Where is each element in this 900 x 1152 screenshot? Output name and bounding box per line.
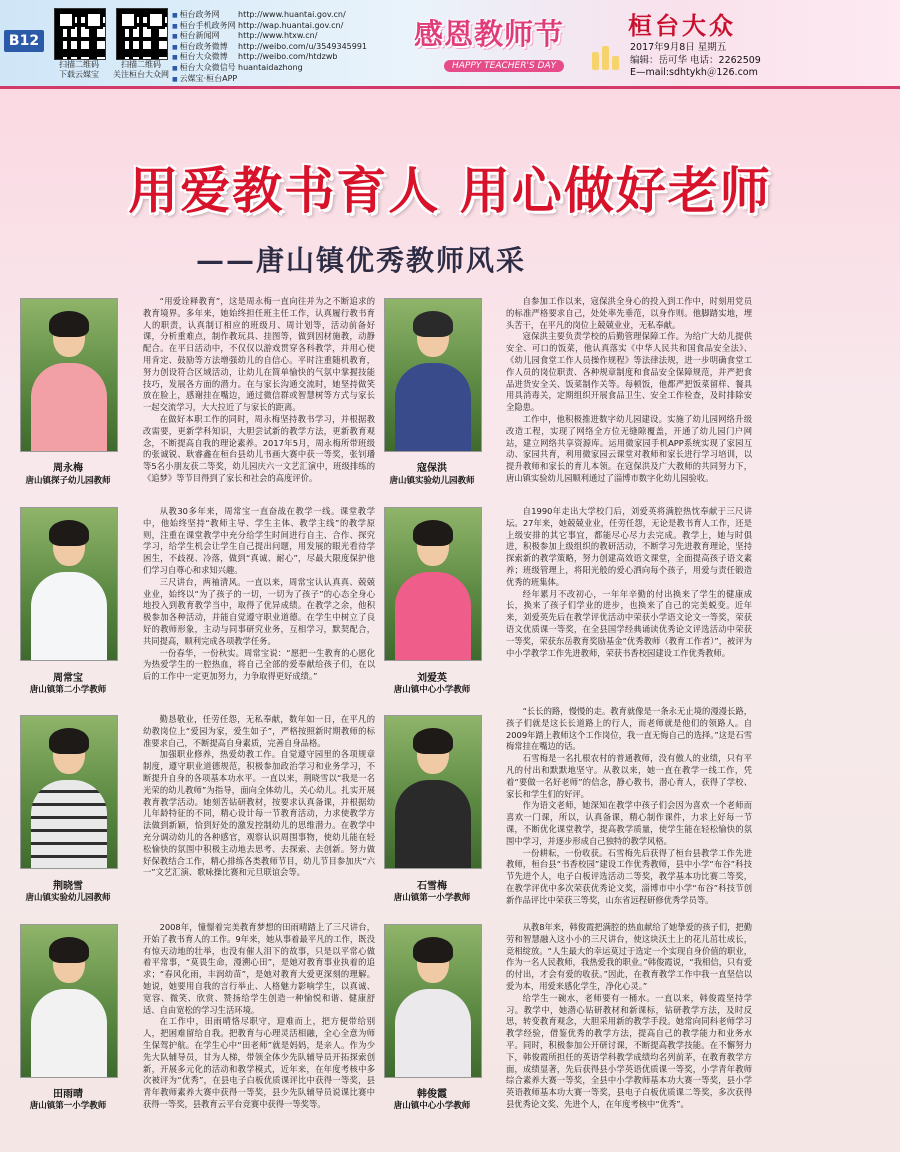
teacher-photo bbox=[20, 507, 118, 661]
link-row[interactable]: ■ 桓台手机政务网 http://wap.huantai.gov.cn/ bbox=[172, 21, 387, 32]
teacher-name: 荆晓雪 bbox=[53, 881, 83, 892]
issue-info bbox=[630, 42, 761, 80]
teacher-article: 自参加工作以来，寇保洪全身心的投入到工作中，时刻用党员的标准严格要求自己，处处率先垂范，以身作则。他脚踏实地，埋头苦干，在平凡的岗位上兢兢业业，无私奉献。 寇保洪主要负责学校的后勤管理保障工作。为给广大幼儿提供安全、可口的饭菜，他认真落实《中华人民共和国食品安全法》、《幼儿园食堂工作人员操作规程》等法律法规，进一步明确食堂工作人员的岗位职责、各种规章制度和食品安全保障规范，并严把食品进货安全关、饭菜制作关等。每顿饭，他都严把饭菜留样、餐具用具消毒关，定期组织开展食品卫生、安全工作检查，及时排除安全隐患。 工作中，他积极推进数字幼儿园建设。实施了幼儿园网络升级改造工程，实现了网络全方位无缝隙覆盖，开通了幼儿园门户网站，建立网络共享资源库。运用微家园手机APP系统实现了家园互动、家园共育，利用微家园云课堂对教师和家长进行学习培训，以提升教师和家长的育儿本领。在寇保洪及广大教师的共同努力下，唐山镇实验幼儿园顺利通过了淄博市数字化幼儿园验收。 bbox=[506, 296, 752, 483]
teacher-school: 唐山镇中心小学教师 bbox=[393, 685, 471, 695]
qr-code-follow[interactable] bbox=[116, 8, 168, 60]
teacher-school: 唐山镇实验幼儿园教师 bbox=[389, 476, 475, 486]
subheadline: ——唐山镇优秀教师风采 bbox=[196, 244, 527, 277]
teacher-photo bbox=[20, 298, 118, 452]
festival-title: 感恩教师节 bbox=[414, 17, 565, 51]
link-row[interactable]: ■ 桓台大众微信号 huantaidazhong bbox=[172, 63, 387, 74]
teacher-photo bbox=[384, 715, 482, 869]
teacher-article: 从教30多年来，周常宝一直奋战在教学一线。课堂教学中，他始终坚持“教师主导、学生主体、教学主线”的教学原则，注重在课堂教学中充分给学生时间进行自主、合作、探究学习，给学生机会让学生自己提出问题，用发展的眼光看待学困生，不歧视、冷落，做到“真诚、耐心”，尽最大限度保护他们学习自尊心和求知兴趣。 三尺讲台，两袖清风。一直以来，周常宝认认真真、兢兢业业，始终以“为了孩子的一切，一切为了孩子”的心态全身心地投入到教育教学当中，取得了优异成绩。在教学之余，他积极参加各种活动，并能自觉遵守职业道德。在学生中树立了良好的教师形象，主动与同事研究业务，互相学习，默契配合，共同提高，顺利完成各项教学任务。 一份春华，一份秋实。周常宝说：“愿把一生教育的心愿化为热爱学生的一腔热血，将自己全部的爱奉献给孩子们，在以后的工作中一定更加努力，力争取得更好成绩。” bbox=[143, 506, 375, 682]
qr1-caption: 扫描二维码 下载云媒宝 bbox=[59, 60, 99, 79]
teacher-article: 从教8年来，韩俊霞把满腔的热血献给了她挚爱的孩子们，把勤劳和智慧融入这小小的三尺讲台，使这块沃土上的花儿茁壮成长，竞相绽放。“人生最大的幸运莫过于选定一个实现自身价值的职业，作为一名人民教师，我热爱我的职业。”韩俊霞说，“我相信，只有爱的付出，才会有爱的收获。”因此，在教育教学工作中我一直坚信以爱为本，用爱来感化学生，净化心灵。” 给学生一碗水，老师要有一桶水。一直以来，韩俊霞坚持学习。教学中，她潜心钻研教材和新课标，钻研教学方法，及时反思，转变教育观念，大胆采用新的教学手段。她常向同科老师学习教学经验，借鉴优秀的教学方法，提高自己的教学能力和业务水平。同时，积极参加公开研讨课，不断提高教学技能。在不懈努力下，韩俊霞所担任的英语学科教学成绩均名列前茅，在教育教学方面，成绩显著，先后获得县小学英语优质课一等奖，小学青年教师综合素养大赛一等奖，全县中小学教师基本功大赛一等奖，县小学英语教师基本功大赛一等奖，县电子白板优质课二等奖，多次获得县优秀论文奖、先进个人，在年度考核中“优秀”。 bbox=[506, 922, 752, 1109]
teacher-article: 2008年，憧憬着完美教育梦想的田雨晴踏上了三尺讲台，开始了教书育人的工作。9年来，她从事着最平凡的工作，既没有惊天动地的壮举，也没有催人泪下的故事，只是以平常心做着平常事，“莫畏生命，漫溯心田”，是她对教育事业执着的追求；“春风化雨，丰润幼苗”，是她对教育大爱更深刻的理解。她说，她要用自我的言行举止、人格魅力影响学生，以真诚、宽容、微笑、欣赏、赞扬给学生创造一种愉悦和谐、健康舒适、自由宽松的学习生活环境。 在工作中，田雨晴恪尽职守，迎难而上，把方便带给别人，把困难留给自我。把教育与心理灵活相融，全心全意为师生保驾护航。在学生心中“田老师”就是妈妈，是亲人。作为少先大队辅导员，甘为人梯，带领全体少先队辅导员开拓探索创新，开展多元化的活动和教学模式，近年来，在年度考核中多次被评为“优秀”，在县电子白板优质课评比中获得一等奖，县青年教师素养大赛中获得一等奖，县少先队辅导员说课比赛中获得一等奖，县教育云平台竞赛中获得一等奖等。 bbox=[143, 922, 375, 1109]
teacher-name: 周常宝 bbox=[53, 673, 83, 684]
editor-line: 编辑：岳可华 电话：2262509 bbox=[630, 54, 761, 66]
teacher-name: 田雨晴 bbox=[53, 1089, 83, 1100]
teacher-name: 韩俊霞 bbox=[417, 1089, 447, 1100]
link-row[interactable]: ■ 桓台政务微博 http://weibo.com/u/3549345991 bbox=[172, 42, 387, 53]
teacher-school: 唐山镇探子幼儿园教师 bbox=[25, 476, 111, 486]
teacher-school: 唐山镇第一小学教师 bbox=[393, 893, 471, 903]
link-row[interactable]: ■ 桓台政务网 http://www.huantai.gov.cn/ bbox=[172, 10, 387, 21]
qr-code-download[interactable] bbox=[54, 8, 106, 60]
teacher-name: 刘爱英 bbox=[417, 673, 447, 684]
qr2-caption: 扫描二维码 关注桓台大众网 bbox=[113, 60, 169, 79]
issue-date: 2017年9月8日 星期五 bbox=[630, 42, 727, 53]
feature-area bbox=[0, 89, 900, 1152]
link-row[interactable]: ■ 桓台大众微博 http://weibo.com/htdzwb bbox=[172, 52, 387, 63]
teacher-photo bbox=[20, 924, 118, 1078]
email-line: E—mail:sdhtykh＠126.com bbox=[630, 67, 758, 78]
link-row[interactable]: ■ 桓台新闻网 http://www.htxw.cn/ bbox=[172, 31, 387, 42]
teacher-photo bbox=[384, 924, 482, 1078]
headline: 用爱教书育人 用心做好老师 bbox=[128, 162, 772, 220]
teacher-school: 唐山镇中心小学教师 bbox=[393, 1101, 471, 1111]
newspaper-brand: 桓台大众 bbox=[628, 11, 736, 40]
teacher-article: 勤恳敬业，任劳任怨，无私奉献，数年如一日，在平凡的幼教岗位上“爱园为家，爱生如子”，严格按照新时期教师的标准要求自己，不断提高自身素质，完善自身品格。 加强职业修养，热爱幼教工作。自觉遵守园里的各项规章制度，遵守职业道德规范，积极参加政治学习和业务学习，不断提升自身的各项基本功水平。一直以来，荆晓雪以“我是一名光荣的幼儿教师”为指导，面向全体幼儿，关心幼儿。扎实开展教育教学活动。她刻苦钻研教材，按要求认真备课，并根据幼儿年龄特征的不同，精心设计每一节教育活动，力求使教学方法做到新颖，恰到好处的激发控制幼儿的思维潜力。在教学中充分调动幼儿的各种感官，观察认识周围事物，使幼儿能在轻松愉快的氛围中积极主动地去思考、去探索、去创新。努力做好保教结合工作，精心排练各类教师节目，幼儿节目参加庆“六一”文艺汇演、歌咏操比赛和元旦联谊会等。 bbox=[143, 714, 375, 878]
teacher-school: 唐山镇实验幼儿园教师 bbox=[25, 893, 111, 903]
teacher-name: 寇保洪 bbox=[417, 463, 447, 474]
festival-subtitle: HAPPY TEACHER'S DAY bbox=[444, 60, 564, 72]
teacher-photo bbox=[20, 715, 118, 869]
teacher-article: “用爱诠释教育”，这是周永梅一直向往并为之不断追求的教育境界。多年来，她始终担任班主任工作，认真履行教书育人的职责，认真制订相应的班级月、周计划等，活动前备好课，分析重难点，制作教玩具、挂图等，做到因材施教，动静配合。在平日活动中，不仅仅以游戏贯穿各科教学，并用心使用肯定、鼓励等方法增强幼儿的自信心。平时注重随机教育，努力创设符合区域活动，让幼儿在简单愉快的气氛中掌握技能技巧，发展各方面的潜力。在与家长沟通交流时，她坚持做笑放在脸上，感谢挂在嘴边，通过微信群或智慧树等方式与家长一起交流学习，大大拉近了与家长的距离。 在做好本职工作的同时，周永梅坚持教书学习，并根据教改需要，更新学科知识，大胆尝试新的教学方法，更新教育观念，不断提高自我的理论素养。2017年5月，周永梅所带班级的张诚锐、耿睿鑫在桓台县幼儿书画大赛中获一等奖，张钊璠等5名小朋友获二等奖，幼儿园庆六一文艺汇演中，班级排练的《追梦》等节目得到了家长和社会的高度评价。 bbox=[143, 296, 375, 483]
link-row[interactable]: ■ 云媒宝·桓台APP bbox=[172, 74, 387, 85]
teacher-article: 自1990年走出大学校门后，刘爱英将满腔热忱奉献于三尺讲坛。27年来，她兢兢业业，任劳任怨，无论是教书育人工作，还是上级安排的其它事宜，都能尽心尽力去完成。教学上，她与时俱进，积极参加上级组织的教研活动，不断学习先进教育理论，坚持探索新的教学策略，努力创建高效语文课堂，全面提高孩子语文素养；班级管理上，将阳光般的爱心洒向每个孩子，用爱与责任锻造优秀的班集体。 经年累月不改初心，一年年辛勤的付出换来了学生的健康成长，换来了孩子们学业的进步，也换来了自己的完美蜕变。近年来，刘爱英先后在教学评优活动中荣获小学语文论文一等奖，荣获语文优质课一等奖，在全县国学经典诵读优秀论文评选活动中荣获一等奖，荣获东岳教育奖励基金“优秀教师（教育工作者）”，被评为中小学教学工作先进教师，荣获书香校园建设工作优秀教师。 bbox=[506, 506, 752, 658]
media-links bbox=[172, 10, 387, 84]
page-number: B12 bbox=[4, 30, 44, 52]
teacher-name: 周永梅 bbox=[53, 463, 83, 474]
teacher-name: 石雪梅 bbox=[417, 881, 447, 892]
masthead bbox=[0, 0, 900, 89]
teacher-school: 唐山镇第二小学教师 bbox=[29, 685, 107, 695]
teacher-photo bbox=[384, 298, 482, 452]
teacher-article: “长长的路，慢慢的走。教育就像是一条永无止境的漫漫长路，孩子们就是这长长道路上的行人，而老师就是他们的领路人。自2009年踏上教师这个工作岗位，我一直无悔自己的选择。”这是石雪梅常挂在嘴边的话。 石雪梅是一名扎根农村的普通教师，没有傲人的业绩，只有平凡的付出和默默地坚守。从教以来，她一直在教学一线工作，凭着“要做一名好老师”的信念，静心教书，潜心育人，获得了学校、家长和学生们的好评。 作为语文老师，她深知在教学中孩子们会因为喜欢一个老师而喜欢一门课，所以，认真备课，精心制作课件，力求上好每一节课，不断优化课堂教学，提高教学质量，使学生能在轻松愉快的氛围中学习，并逐步形成自己独特的教学风格。 一份耕耘，一份收获。石雪梅先后获得了桓台县教学工作先进教师，桓台县“书香校园”建设工作优秀教师，县中小学“布谷”科技节先进个人，电子白板评选活动二等奖，教学基本功比赛二等奖，在教学评优中多次荣获优秀论文奖，淄博市中小学“布谷”科技节创新作品评比中荣获三等奖，山东省远程研修优秀学员等。 bbox=[506, 706, 752, 905]
teacher-photo bbox=[384, 507, 482, 661]
teachers-day-banner bbox=[414, 12, 589, 74]
candles-icon bbox=[592, 40, 620, 70]
teacher-school: 唐山镇第一小学教师 bbox=[29, 1101, 107, 1111]
